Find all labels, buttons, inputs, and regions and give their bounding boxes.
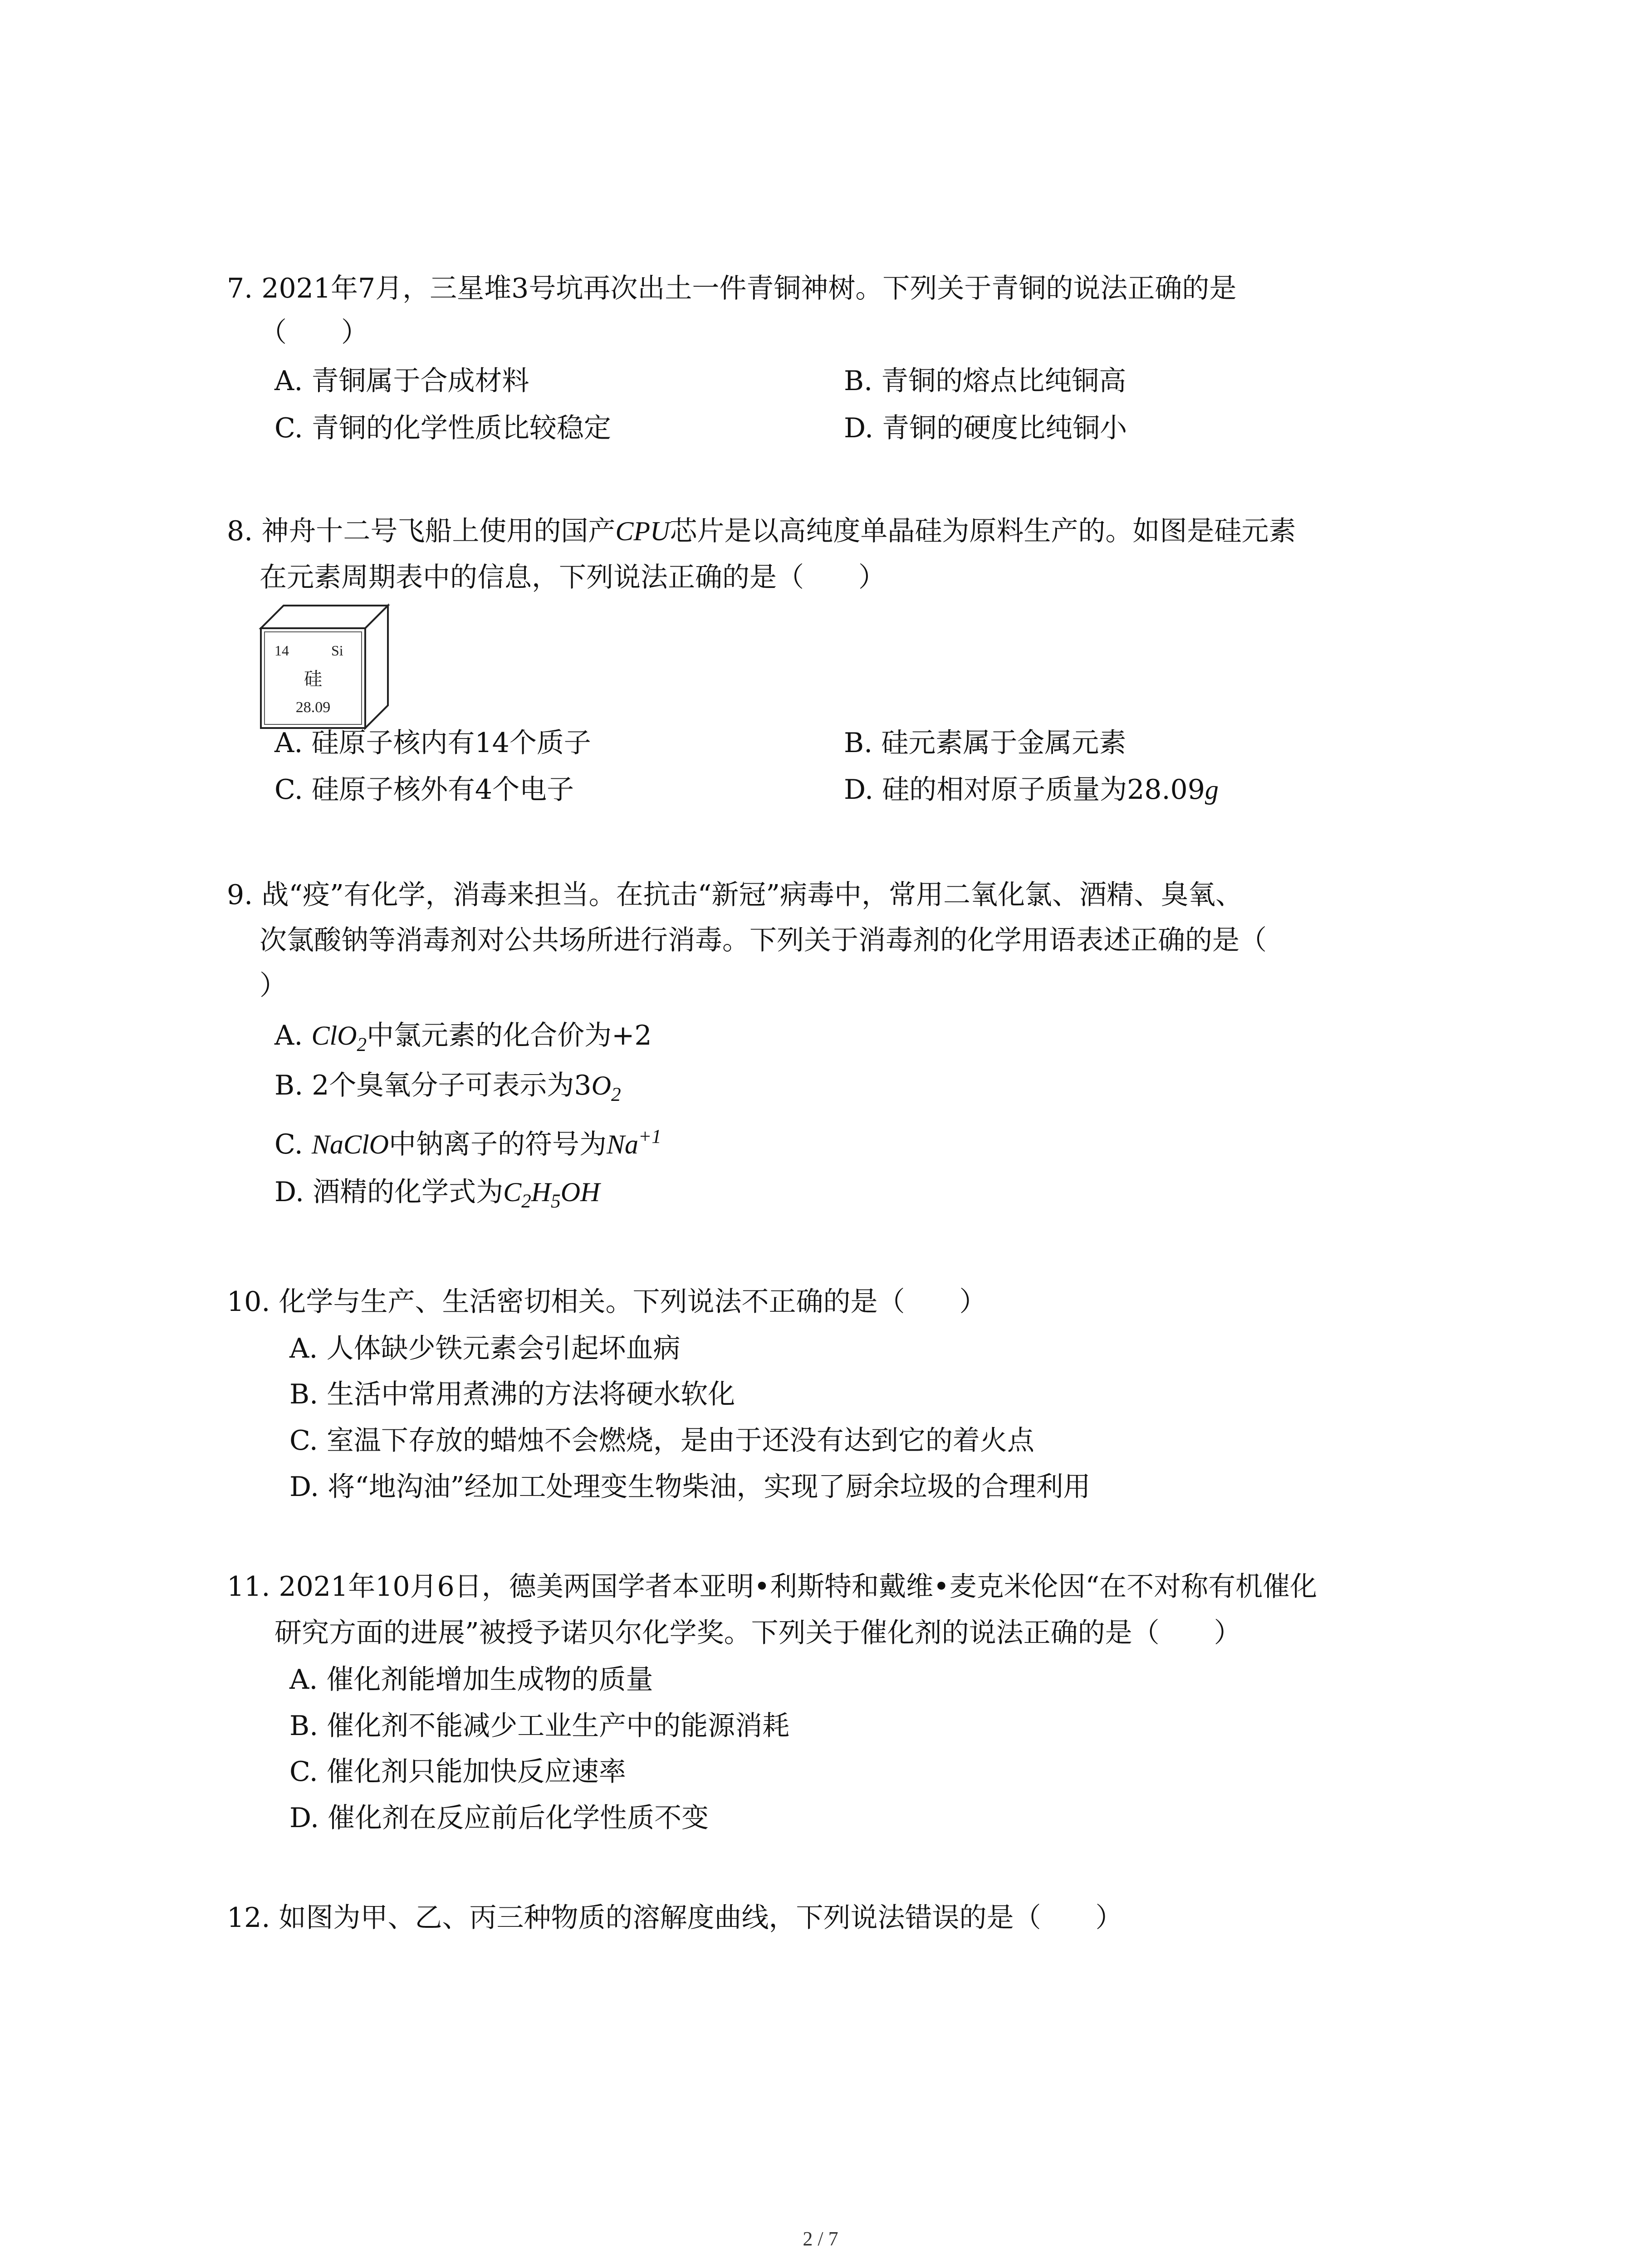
q8-cpu: CPU bbox=[615, 516, 670, 546]
q7-option-a: A. 青铜属于合成材料 bbox=[274, 365, 529, 397]
q10-stem: 10. 化学与生产、生活密切相关。下列说法不正确的是（ ） bbox=[227, 1286, 987, 1318]
q12-stem: 12. 如图为甲、乙、丙三种物质的溶解度曲线，下列说法错误的是（ ） bbox=[227, 1902, 1123, 1934]
q10-option-b: B. 生活中常用煮沸的方法将硬水软化 bbox=[289, 1378, 735, 1410]
q9-stem-line-1: 9. 战“疫”有化学，消毒来担当。在抗击“新冠”病毒中，常用二氧化氯、酒精、臭氧、 bbox=[227, 879, 1243, 911]
q8-stem-text-a: 8. 神舟十二号飞船上使用的国产 bbox=[227, 515, 616, 547]
q7-option-d: D. 青铜的硬度比纯铜小 bbox=[844, 412, 1127, 444]
q9-option-d-f1: C bbox=[503, 1177, 522, 1207]
element-name: 硅 bbox=[304, 669, 322, 689]
q9-option-b-sub: 2 bbox=[611, 1084, 621, 1105]
q9-option-d-text: D. 酒精的化学式为 bbox=[274, 1176, 504, 1208]
q8-stem-line-1 bbox=[227, 514, 1296, 548]
q10-option-d: D. 将“地沟油”经加工处理变生物柴油，实现了厨余垃圾的合理利用 bbox=[289, 1471, 1091, 1503]
q9-option-c bbox=[274, 1127, 661, 1162]
q7-stem-line-1: 7. 2021年7月，三星堆3号坑再次出土一件青铜神树。下列关于青铜的说法正确的是 bbox=[227, 273, 1237, 304]
q8-stem-line-2: 在元素周期表中的信息，下列说法正确的是（ ） bbox=[260, 562, 886, 593]
q11-option-b: B. 催化剂不能减少工业生产中的能源消耗 bbox=[289, 1710, 790, 1742]
silicon-element-card bbox=[256, 601, 392, 730]
q8-option-a: A. 硅原子核内有14个质子 bbox=[274, 727, 591, 759]
q9-option-d bbox=[274, 1175, 600, 1212]
element-atomic-number: 14 bbox=[274, 642, 289, 659]
q9-option-b-text: B. 2个臭氧分子可表示为3 bbox=[274, 1070, 592, 1101]
q11-stem-line-1: 11. 2021年10月6日，德美两国学者本亚明•利斯特和戴维•麦克米伦因“在不对称有机催化 bbox=[227, 1571, 1318, 1603]
q9-stem-line-3: ） bbox=[260, 970, 287, 1002]
element-symbol: Si bbox=[331, 642, 343, 659]
q8-option-b: B. 硅元素属于金属元素 bbox=[844, 727, 1127, 759]
q9-option-d-f2: H bbox=[531, 1177, 551, 1207]
q8-option-c: C. 硅原子核外有4个电子 bbox=[274, 774, 574, 806]
q10-option-a: A. 人体缺少铁元素会引起坏血病 bbox=[289, 1333, 681, 1364]
q7-option-c: C. 青铜的化学性质比较稳定 bbox=[274, 412, 611, 444]
q11-option-d: D. 催化剂在反应前后化学性质不变 bbox=[289, 1802, 709, 1834]
q9-option-a-sub: 2 bbox=[357, 1034, 367, 1056]
q9-option-d-s2: 5 bbox=[551, 1190, 561, 1212]
q8-stem-text-b: 芯片是以高纯度单晶硅为原料生产的。如图是硅元素 bbox=[670, 515, 1296, 547]
q9-stem-line-2: 次氯酸钠等消毒剂对公共场所进行消毒。下列关于消毒剂的化学用语表述正确的是（ bbox=[260, 924, 1267, 956]
q9-option-c-label: C. bbox=[274, 1129, 312, 1160]
q10-option-c: C. 室温下存放的蜡烛不会燃烧，是由于还没有达到它的着火点 bbox=[289, 1425, 1034, 1457]
q9-option-c-ion: Na bbox=[606, 1129, 638, 1159]
q8-option-d-text: D. 硅的相对原子质量为28.09 bbox=[844, 774, 1205, 806]
q9-option-b bbox=[274, 1068, 621, 1103]
q9-option-c-formula: NaClO bbox=[311, 1129, 389, 1159]
q9-option-b-formula: O bbox=[591, 1070, 611, 1100]
q9-option-a bbox=[274, 1018, 652, 1056]
element-atomic-mass: 28.09 bbox=[295, 699, 331, 716]
q7-stem-line-2: （ ） bbox=[260, 317, 368, 348]
q9-option-c-sup: +1 bbox=[638, 1126, 661, 1148]
q9-option-c-text: 中钠离子的符号为 bbox=[388, 1129, 607, 1160]
q11-option-c: C. 催化剂只能加快反应速率 bbox=[289, 1756, 626, 1788]
q7-option-b: B. 青铜的熔点比纯铜高 bbox=[844, 365, 1127, 397]
q11-option-a: A. 催化剂能增加生成物的质量 bbox=[289, 1664, 653, 1696]
element-card-figure bbox=[256, 601, 392, 730]
q9-option-a-text: 中氯元素的化合价为+2 bbox=[367, 1020, 652, 1051]
q9-option-a-formula: ClO bbox=[311, 1021, 357, 1051]
q8-option-d bbox=[844, 772, 1219, 807]
q9-option-a-label: A. bbox=[274, 1020, 312, 1051]
q9-option-d-f3: OH bbox=[560, 1177, 600, 1207]
q8-option-d-unit: g bbox=[1205, 775, 1219, 805]
page-number: 2 / 7 bbox=[803, 2228, 838, 2250]
q11-stem-line-2: 研究方面的进展”被授予诺贝尔化学奖。下列关于催化剂的说法正确的是（ ） bbox=[274, 1617, 1241, 1649]
q9-option-d-s1: 2 bbox=[521, 1190, 531, 1212]
